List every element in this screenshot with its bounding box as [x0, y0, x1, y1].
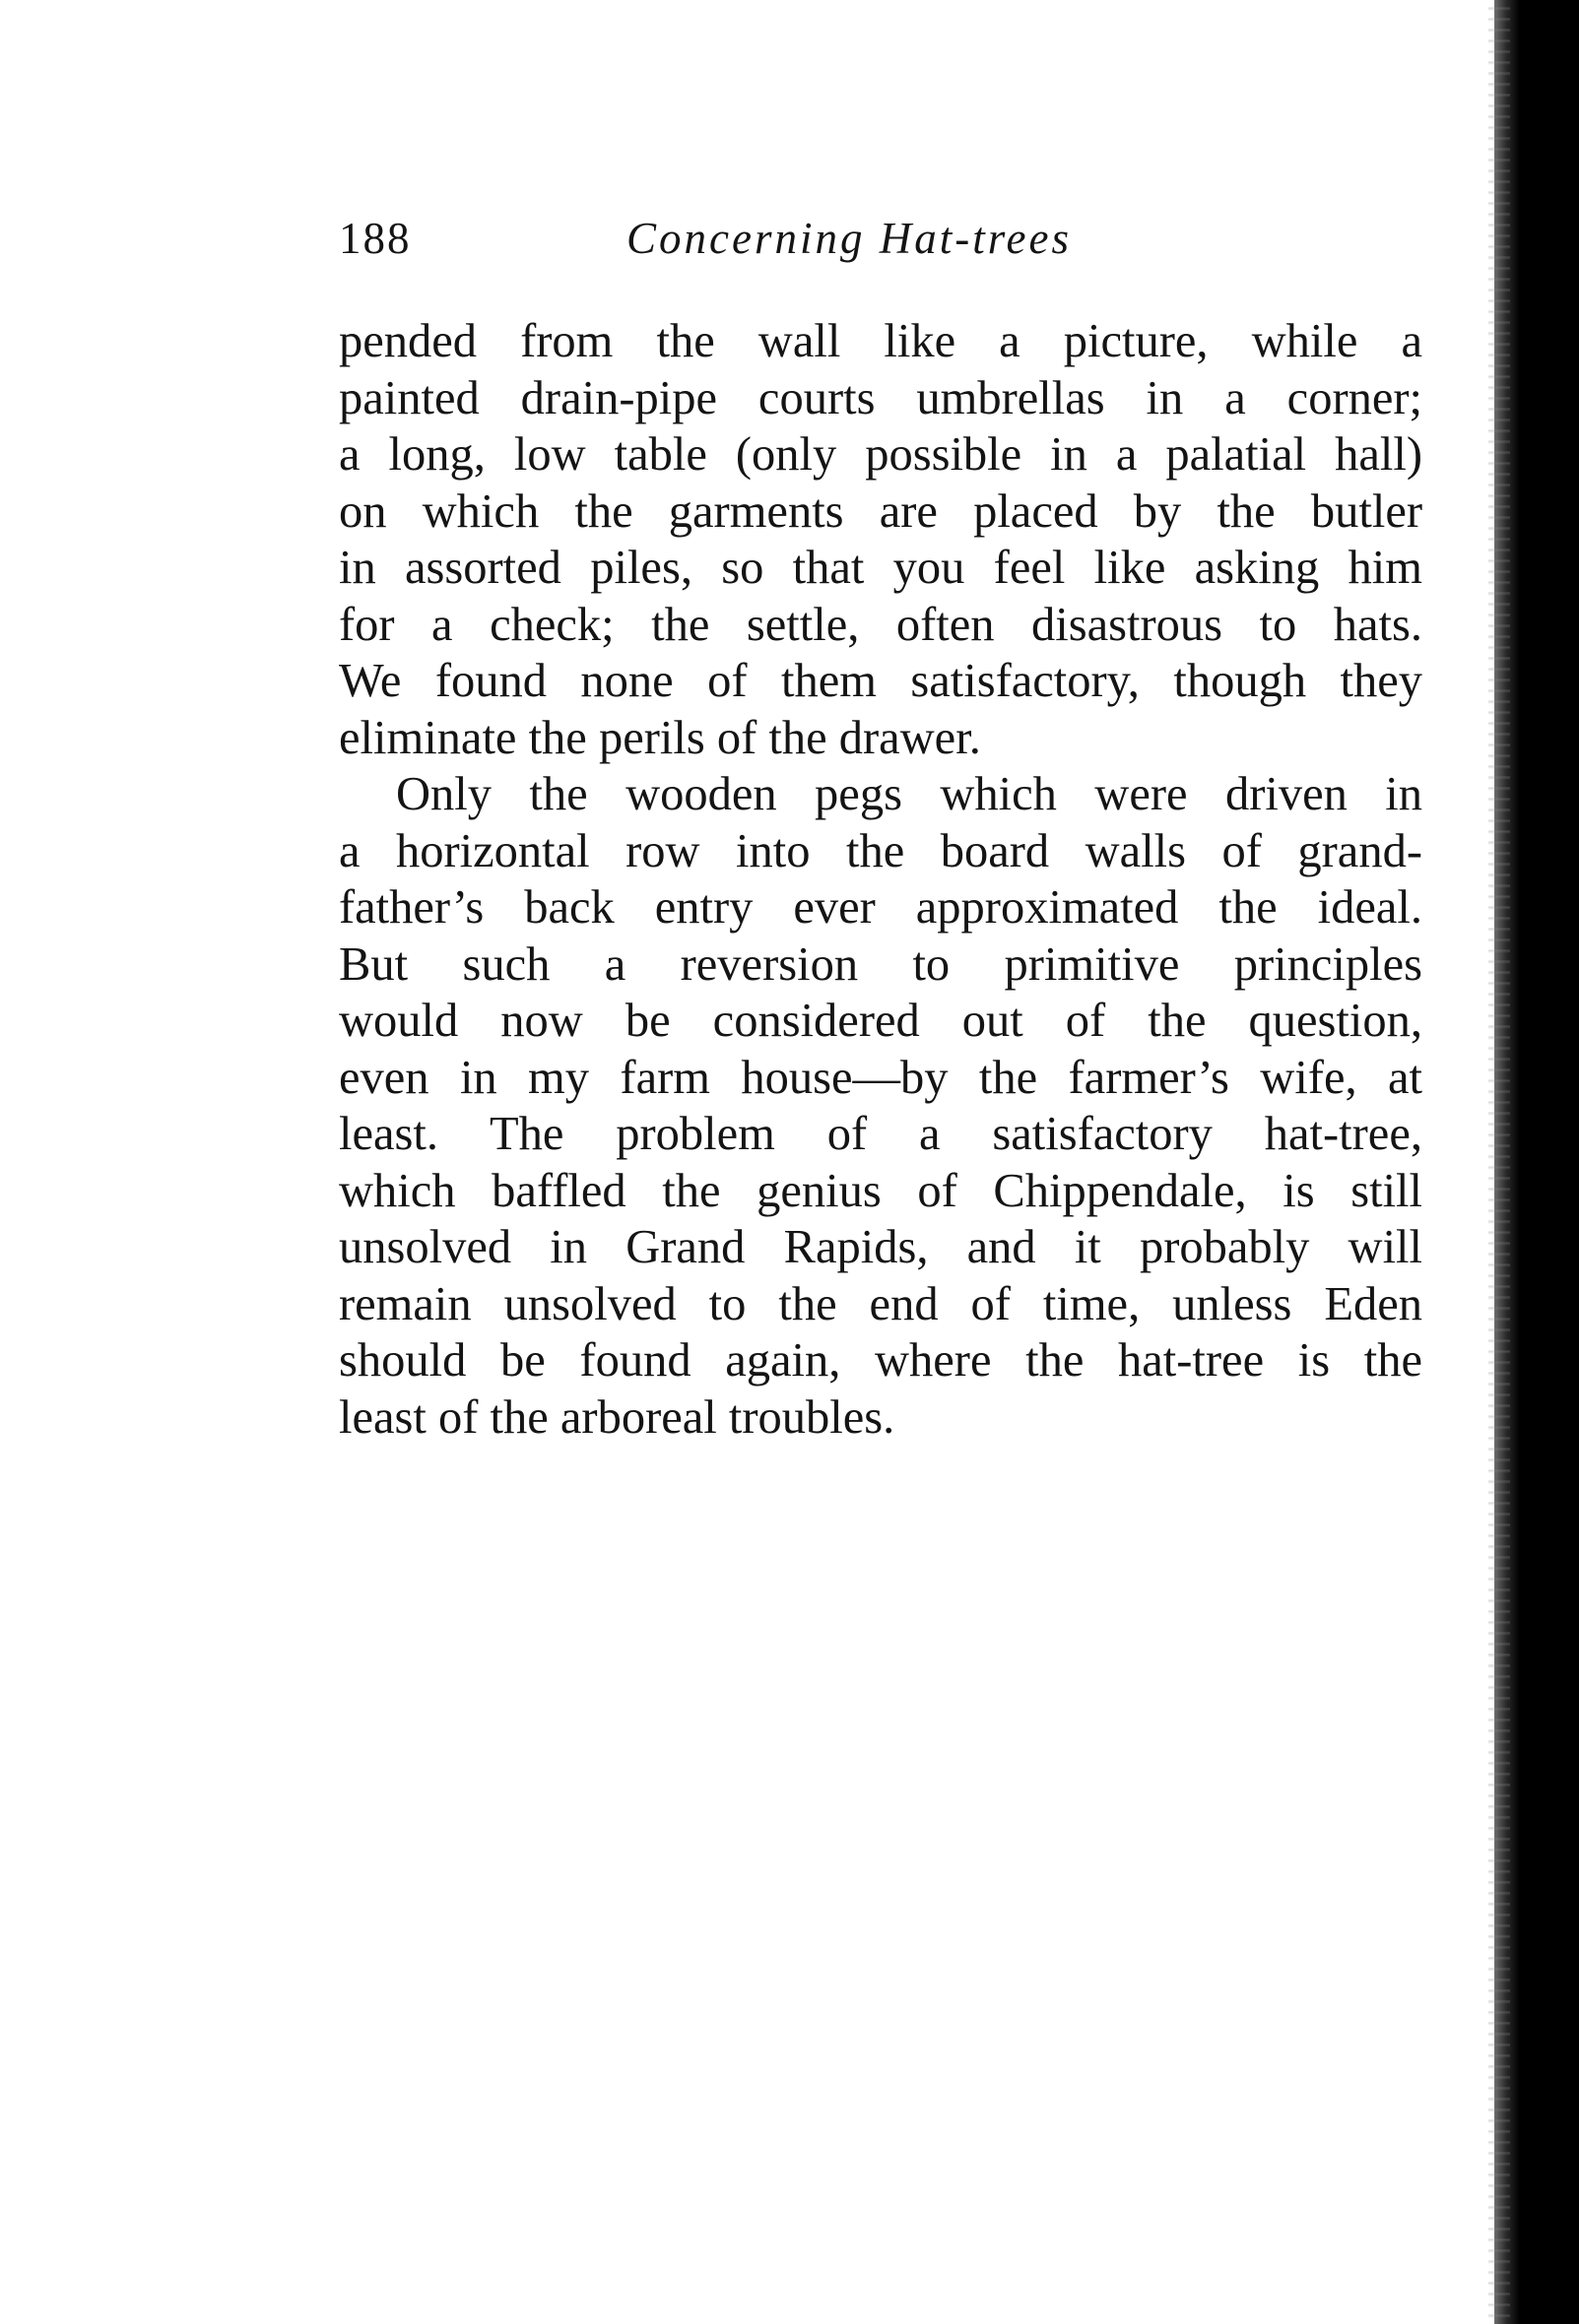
text-line: which baffled the genius of Chippendale, is still	[339, 1164, 1422, 1217]
paragraph-2	[339, 766, 1422, 1446]
text-line: a long, low table (only possible in a palatial hall)	[339, 428, 1422, 481]
text-line: unsolved in Grand Rapids, and it probably will	[339, 1221, 1422, 1273]
body-text	[339, 313, 1422, 1446]
text-line: least of the arboreal troubles.	[339, 1390, 895, 1444]
running-head	[339, 209, 1422, 268]
text-line: least. The problem of a satisfactory hat-tree,	[339, 1108, 1422, 1160]
text-line: on which the garments are placed by the butler	[339, 484, 1422, 538]
paragraph-1	[339, 313, 1422, 766]
text-line: eliminate the perils of the drawer.	[339, 711, 981, 764]
running-title: Concerning Hat-trees	[626, 214, 1073, 263]
text-line: in assorted piles, so that you feel like asking him	[339, 542, 1422, 594]
text-line: a horizontal row into the board walls of grand-	[339, 824, 1422, 877]
text-line: for a check; the settle, often disastrous to hats.	[339, 598, 1422, 651]
text-line: We found none of them satisfactory, though they	[339, 655, 1422, 707]
text-line: pended from the wall like a picture, while a	[339, 315, 1422, 367]
text-line: Only the wooden pegs which were driven in	[396, 768, 1422, 820]
text-line: painted drain-pipe courts umbrellas in a corner;	[339, 371, 1422, 424]
text-line: even in my farm house—by the farmer’s wife, at	[339, 1051, 1422, 1104]
text-line: But such a reversion to primitive principles	[339, 937, 1422, 991]
page-number: 188	[339, 214, 412, 263]
text-line: would now be considered out of the question,	[339, 995, 1422, 1047]
text-line: should be found again, where the hat-tree is the	[339, 1334, 1422, 1387]
text-line: father’s back entry ever approximated the ideal.	[339, 881, 1422, 934]
text-line: remain unsolved to the end of time, unless Eden	[339, 1277, 1422, 1330]
scan-edge-speckle	[1488, 0, 1510, 2324]
